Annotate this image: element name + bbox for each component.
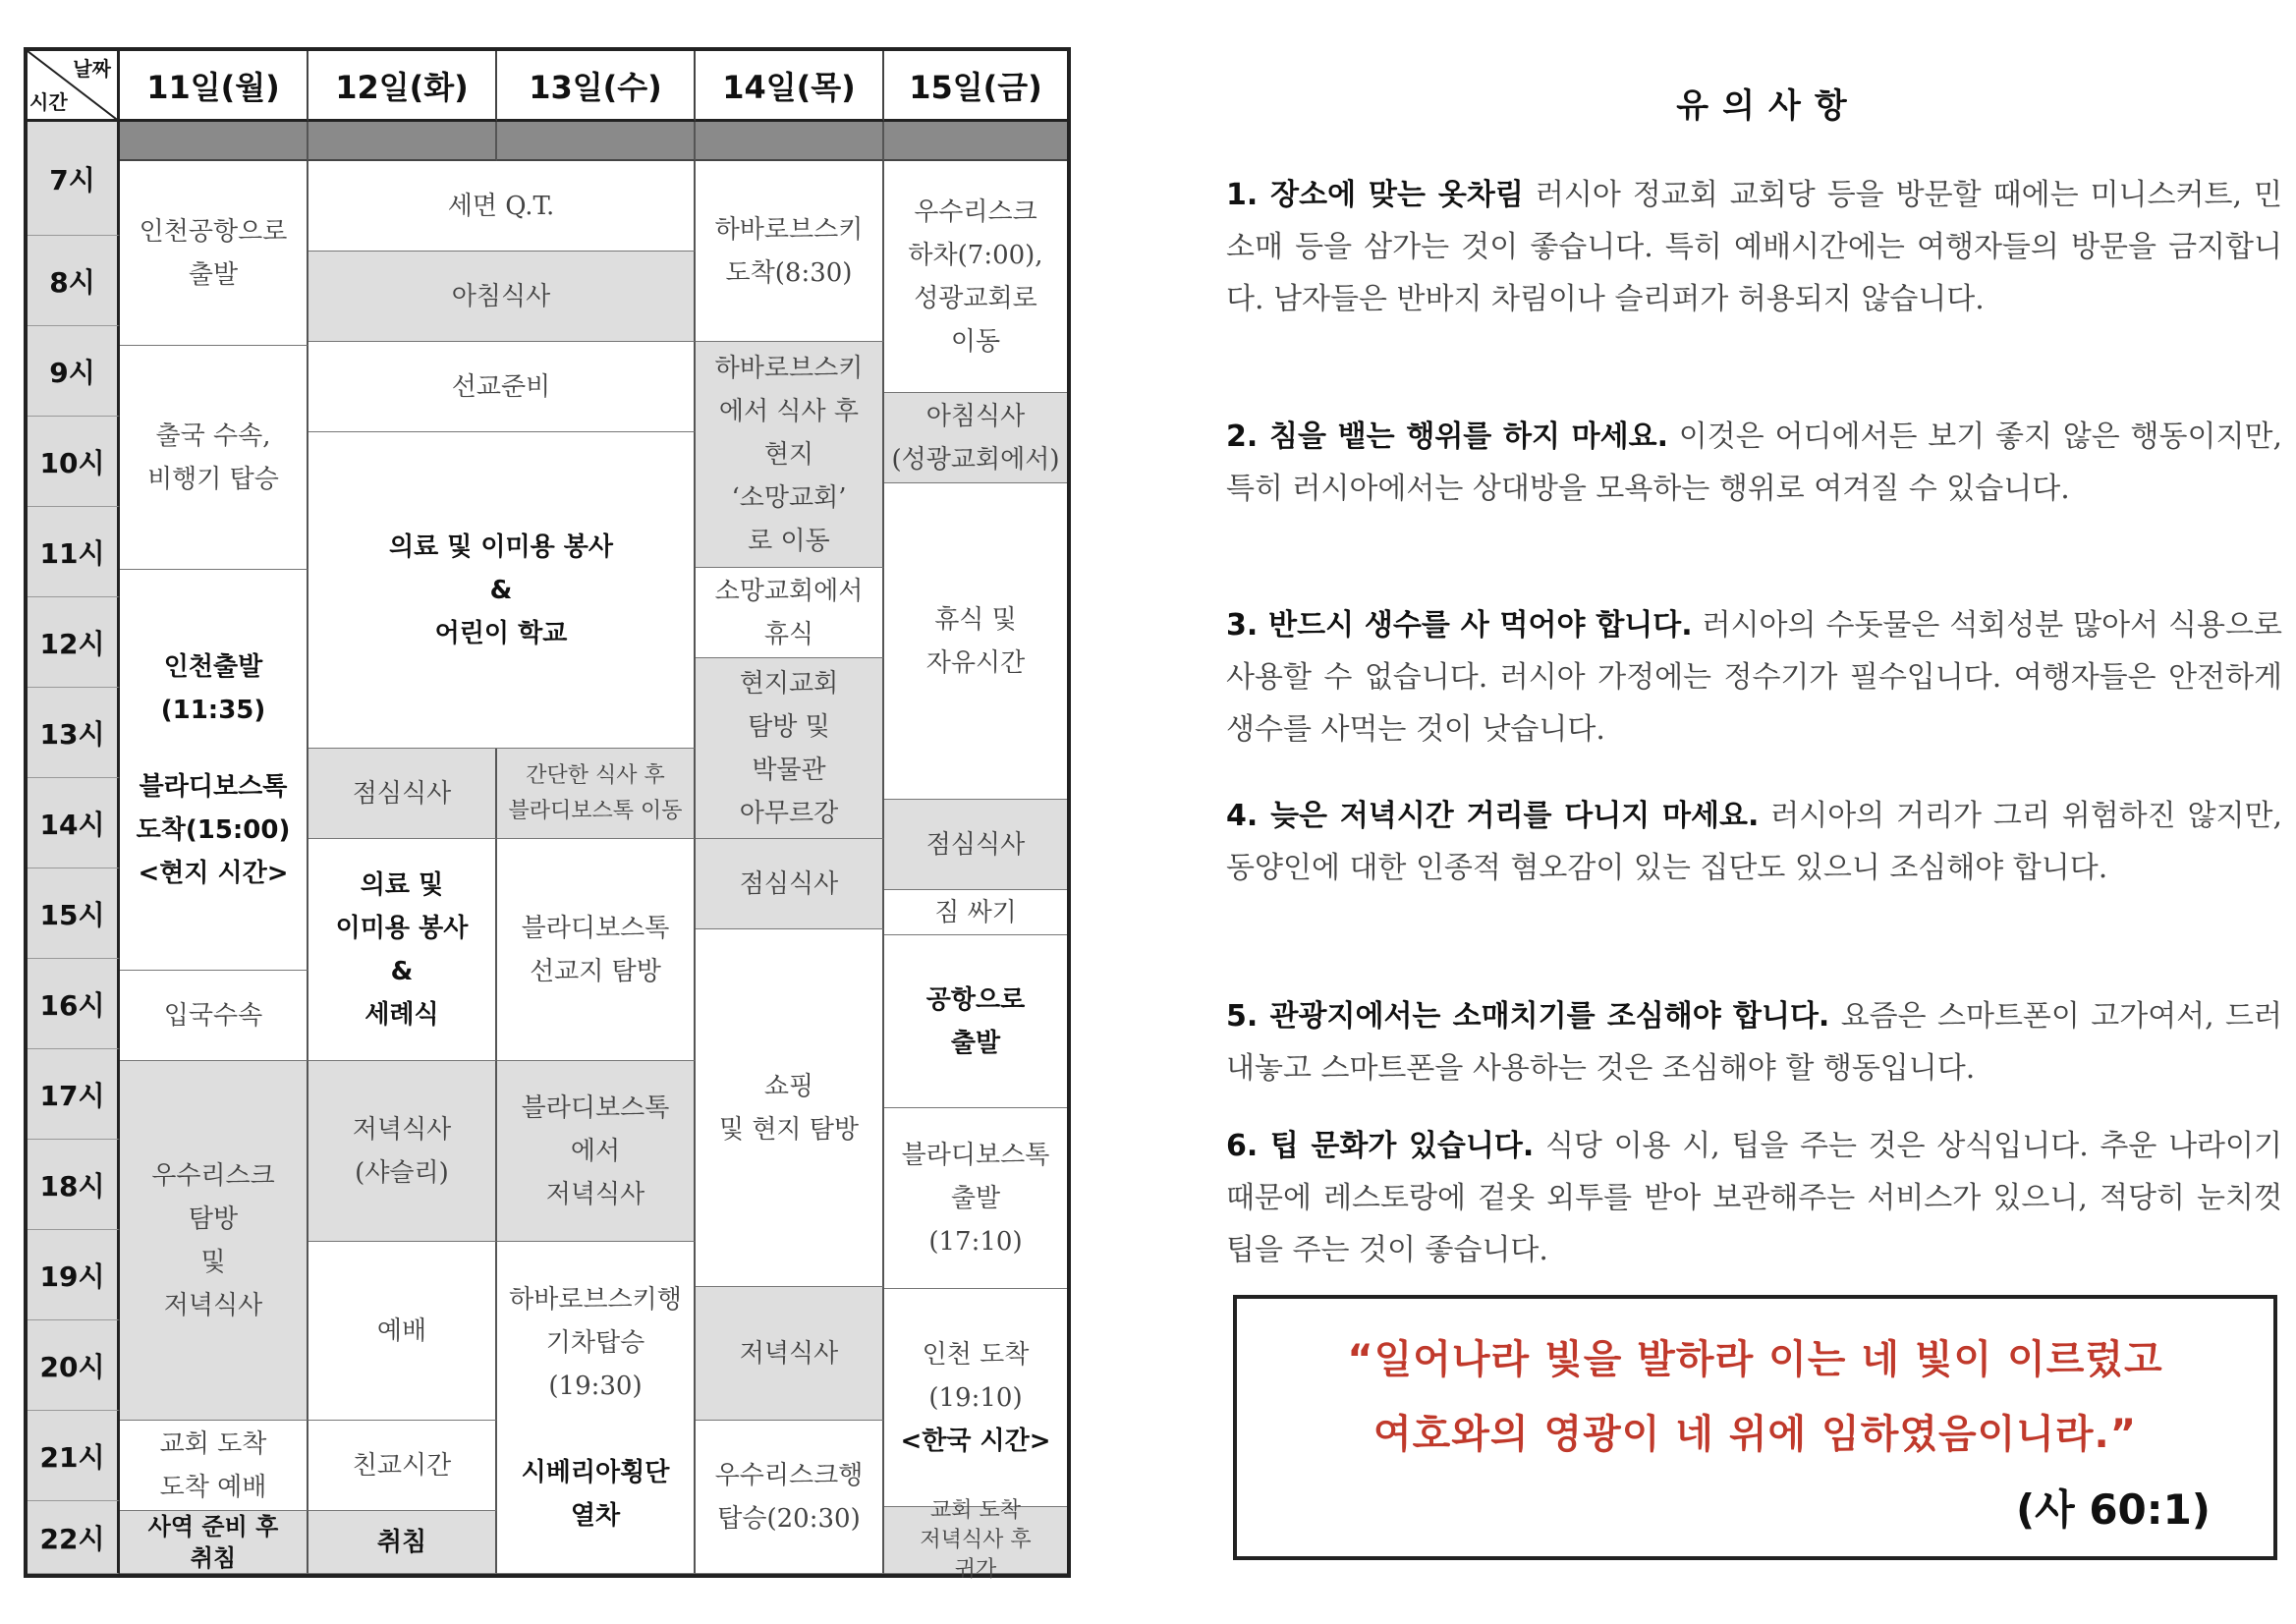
event-cell: 쇼핑 및 현지 탐방 (696, 929, 884, 1287)
event-cell: 저녁식사 (샤슬리) (308, 1061, 497, 1242)
note-item (1226, 990, 2282, 1094)
hour-label: 14시 (28, 778, 120, 868)
event-cell: 예배 (308, 1242, 497, 1421)
event-cell: 하바로브스키 에서 식사 후 현지 ‘소망교회’ 로 이동 (696, 342, 884, 568)
note-lead: 2. 침을 뱉는 행위를 하지 마세요. (1226, 420, 1668, 454)
hour-label: 13시 (28, 688, 120, 778)
gray-band (120, 122, 308, 161)
event-cell: 선교준비 (308, 342, 696, 432)
day-header-tue: 12일(화) (308, 51, 497, 122)
event-cell: 인천공항으로 출발 (120, 161, 308, 346)
event-cell: 출국 수속, 비행기 탑승 (120, 346, 308, 570)
event-cell: 간단한 식사 후 블라디보스톡 이동 (497, 749, 696, 839)
event-cell: 짐 싸기 (884, 890, 1067, 935)
note-text: 식당 이용 시, 팁을 주는 것은 상식입니다. 추운 나라이기 때문에 레스토랑에 겉옷 외투를 받아 보관해주는 서비스가 있으니, 적당히 눈치껏 팁을 주는 것이 좋습니다. (1226, 1129, 2282, 1267)
event-cell: 휴식 및 자유시간 (884, 483, 1067, 800)
note-text: 요즘은 스마트폰이 고가여서, 드러내놓고 스마트폰을 사용하는 것은 조심해야 할 행동입니다. (1226, 999, 2282, 1086)
event-cell: 우수리스크 탐방 및 저녁식사 (120, 1061, 308, 1421)
event-cell: 아침식사 (성광교회에서) (884, 393, 1067, 483)
event-cell: 의료 및 이미용 봉사 & 세례식 (308, 839, 497, 1061)
verse-box (1233, 1295, 2277, 1560)
corner-time-label: 시간 (29, 90, 68, 114)
gray-band (308, 122, 497, 161)
note-item (1226, 790, 2282, 894)
event-text: <한국 시간> (900, 1426, 1051, 1456)
event-cell (120, 570, 308, 971)
day-header-thu: 14일(목) (696, 51, 884, 122)
verse-reference: (사 60:1) (2015, 1485, 2211, 1534)
note-lead: 4. 늦은 저녁시간 거리를 다니지 마세요. (1226, 799, 1760, 833)
event-text: 시베리아횡단 열차 (521, 1457, 670, 1531)
day-header-fri: 15일(금) (884, 51, 1067, 122)
event-text: 인천 도착 (19:10) (922, 1339, 1030, 1413)
event-cell: 하바로브스키 도착(8:30) (696, 161, 884, 342)
hour-label: 16시 (28, 959, 120, 1049)
hour-label: 21시 (28, 1411, 120, 1501)
hour-label: 11시 (28, 507, 120, 597)
event-cell: 저녁식사 (696, 1287, 884, 1421)
event-cell: 의료 및 이미용 봉사 & 어린이 학교 (308, 432, 696, 749)
event-text: 하바로브스키행 기차탑승 (19:30) (509, 1284, 682, 1401)
hour-label: 19시 (28, 1230, 120, 1320)
note-item (1226, 169, 2282, 325)
gray-band (696, 122, 884, 161)
event-cell: 우수리스크 하차(7:00), 성광교회로 이동 (884, 161, 1067, 393)
event-cell (497, 1242, 696, 1574)
event-cell: 점심식사 (696, 839, 884, 929)
hour-label: 10시 (28, 417, 120, 507)
day-header-wed: 13일(수) (497, 51, 696, 122)
hour-label: 15시 (28, 868, 120, 959)
hour-label: 9시 (28, 326, 120, 417)
table-corner (28, 51, 120, 122)
corner-date-label: 날짜 (73, 57, 111, 81)
hour-label: 18시 (28, 1140, 120, 1230)
event-cell: 교회 도착 저녁식사 후 귀가 (884, 1507, 1067, 1574)
event-cell: 취침 (308, 1511, 497, 1574)
note-text: 러시아의 거리가 그리 위험하진 않지만, 동양인에 대한 인종적 혐오감이 있는 집단도 있으니 조심해야 합니다. (1226, 799, 2282, 885)
verse-line-2: 여호와의 영광이 네 위에 임하였음이니라.” (1372, 1412, 2138, 1457)
event-cell: 블라디보스톡 선교지 탐방 (497, 839, 696, 1061)
event-text: 블라디보스톡 도착(15:00) <현지 시간> (136, 771, 291, 888)
event-cell: 아침식사 (308, 252, 696, 342)
verse-line-1: “일어나라 빛을 발하라 이는 네 빛이 이르렀고 (1347, 1337, 2163, 1382)
note-lead: 3. 반드시 생수를 사 먹어야 합니다. (1226, 608, 1693, 643)
note-lead: 1. 장소에 맞는 옷차림 (1226, 178, 1524, 212)
hour-label: 17시 (28, 1049, 120, 1140)
hour-label: 8시 (28, 236, 120, 326)
event-cell: 세면 Q.T. (308, 161, 696, 252)
event-cell: 사역 준비 후 취침 (120, 1511, 308, 1574)
event-cell: 입국수속 (120, 971, 308, 1061)
event-cell: 점심식사 (884, 800, 1067, 890)
note-text: 이것은 어디에서든 보기 좋지 않은 행동이지만, 특히 러시아에서는 상대방을 모욕하는 행위로 여겨질 수 있습니다. (1226, 420, 2282, 506)
event-cell: 교회 도착 도착 예배 (120, 1421, 308, 1511)
hour-label: 20시 (28, 1320, 120, 1411)
note-item (1226, 411, 2282, 515)
event-cell: 현지교회 탐방 및 박물관 아무르강 (696, 658, 884, 839)
note-lead: 5. 관광지에서는 소매치기를 조심해야 합니다. (1226, 999, 1830, 1034)
hour-label: 12시 (28, 597, 120, 688)
event-text: 인천출발 (11:35) (160, 651, 266, 725)
schedule-table (24, 47, 1071, 1582)
event-cell: 소망교회에서 휴식 (696, 568, 884, 658)
note-text: 러시아 정교회 교회당 등을 방문할 때에는 미니스커트, 민소매 등을 삼가는 것이 좋습니다. 특히 예배시간에는 여행자들의 방문을 금지합니다. 남자들은 반바지 차림이나 슬리퍼가 허용되지 않습니다. (1226, 178, 2282, 316)
day-header-mon: 11일(월) (120, 51, 308, 122)
event-cell: 블라디보스톡 에서 저녁식사 (497, 1061, 696, 1242)
event-cell: 우수리스크행 탑승(20:30) (696, 1421, 884, 1574)
notes-title: 유의사항 (1676, 86, 1861, 126)
event-cell: 친교시간 (308, 1421, 497, 1511)
event-cell: 점심식사 (308, 749, 497, 839)
note-lead: 6. 팁 문화가 있습니다. (1226, 1129, 1535, 1163)
event-cell: 공항으로 출발 (884, 935, 1067, 1108)
hour-label: 7시 (28, 122, 120, 236)
event-cell: 블라디보스톡 출발 (17:10) (884, 1108, 1067, 1289)
gray-band (497, 122, 696, 161)
hour-label: 22시 (28, 1501, 120, 1574)
note-text: 러시아의 수돗물은 석회성분 많아서 식용으로 사용할 수 없습니다. 러시아 가정에는 정수기가 필수입니다. 여행자들은 안전하게 생수를 사먹는 것이 낫습니다. (1226, 608, 2282, 747)
event-cell (884, 1289, 1067, 1507)
note-item (1226, 1120, 2282, 1276)
note-item (1226, 599, 2282, 756)
gray-band (884, 122, 1067, 161)
